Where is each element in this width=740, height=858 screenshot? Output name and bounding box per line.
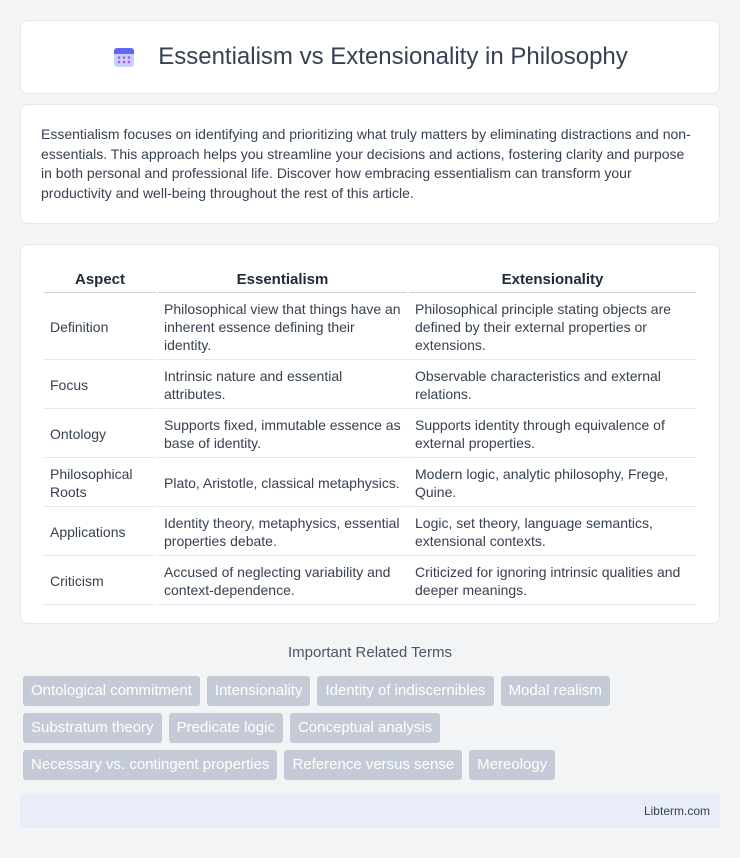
footer-link[interactable]: Libterm.com bbox=[643, 804, 710, 818]
header-extensionality: Extensionality bbox=[409, 267, 696, 293]
related-terms bbox=[23, 676, 723, 787]
table-row bbox=[44, 558, 696, 605]
table-row bbox=[44, 362, 696, 409]
intro-text: Essentialism focuses on identifying and prioritizing what truly matters by eliminating distractions and non-essentials. This approach helps you streamline your decisions and actions, fostering clarity and purpose in both personal and professional life. Discover how embracing essentialism can transform your productivity and well-being throughout the rest of this article. bbox=[41, 126, 691, 201]
cell-extensionality: Philosophical principle stating objects are defined by their external properties or extensions. bbox=[409, 295, 696, 360]
cell-extensionality: Modern logic, analytic philosophy, Frege, Quine. bbox=[409, 460, 696, 507]
tag-row bbox=[23, 676, 723, 706]
tag-reference-versus-sense[interactable]: Reference versus sense bbox=[284, 750, 462, 780]
cell-extensionality: Logic, set theory, language semantics, extensional contexts. bbox=[409, 509, 696, 556]
comparison-table bbox=[42, 265, 698, 607]
intro-card bbox=[20, 104, 720, 224]
cell-aspect: Focus bbox=[44, 362, 156, 409]
tag-row bbox=[23, 750, 723, 780]
tag-substratum-theory[interactable]: Substratum theory bbox=[23, 713, 162, 743]
header-aspect: Aspect bbox=[44, 267, 156, 293]
cell-essentialism: Accused of neglecting variability and context-dependence. bbox=[158, 558, 407, 605]
tag-modal-realism[interactable]: Modal realism bbox=[501, 676, 610, 706]
cell-essentialism: Supports fixed, immutable essence as base of identity. bbox=[158, 411, 407, 458]
tag-ontological-commitment[interactable]: Ontological commitment bbox=[23, 676, 200, 706]
table-row bbox=[44, 295, 696, 360]
table-row bbox=[44, 460, 696, 507]
header-card bbox=[20, 20, 720, 94]
cell-extensionality: Criticized for ignoring intrinsic qualities and deeper meanings. bbox=[409, 558, 696, 605]
header-essentialism: Essentialism bbox=[158, 267, 407, 293]
table-row bbox=[44, 411, 696, 458]
footer bbox=[20, 794, 720, 828]
tag-predicate-logic[interactable]: Predicate logic bbox=[169, 713, 283, 743]
tag-necessary-vs-contingent[interactable]: Necessary vs. contingent properties bbox=[23, 750, 277, 780]
cell-essentialism: Plato, Aristotle, classical metaphysics. bbox=[158, 460, 407, 507]
cell-aspect: Applications bbox=[44, 509, 156, 556]
related-terms-title: Important Related Terms bbox=[288, 644, 452, 661]
cell-essentialism: Intrinsic nature and essential attributes. bbox=[158, 362, 407, 409]
page-title: Essentialism vs Extensionality in Philosophy bbox=[158, 43, 628, 70]
table-row bbox=[44, 509, 696, 556]
cell-essentialism: Identity theory, metaphysics, essential properties debate. bbox=[158, 509, 407, 556]
table-header-row bbox=[44, 267, 696, 293]
tag-row bbox=[23, 713, 723, 743]
tag-identity-of-indiscernibles[interactable]: Identity of indiscernibles bbox=[317, 676, 493, 706]
cell-extensionality: Observable characteristics and external relations. bbox=[409, 362, 696, 409]
cell-aspect: Definition bbox=[44, 295, 156, 360]
cell-aspect: Ontology bbox=[44, 411, 156, 458]
calendar-icon bbox=[112, 45, 136, 69]
tag-mereology[interactable]: Mereology bbox=[469, 750, 555, 780]
tag-conceptual-analysis[interactable]: Conceptual analysis bbox=[290, 713, 440, 743]
comparison-card bbox=[20, 244, 720, 624]
title-wrap bbox=[112, 43, 628, 71]
cell-extensionality: Supports identity through equivalence of external properties. bbox=[409, 411, 696, 458]
tag-intensionality[interactable]: Intensionality bbox=[207, 676, 311, 706]
cell-aspect: Criticism bbox=[44, 558, 156, 605]
cell-essentialism: Philosophical view that things have an inherent essence defining their identity. bbox=[158, 295, 407, 360]
cell-aspect: Philosophical Roots bbox=[44, 460, 156, 507]
